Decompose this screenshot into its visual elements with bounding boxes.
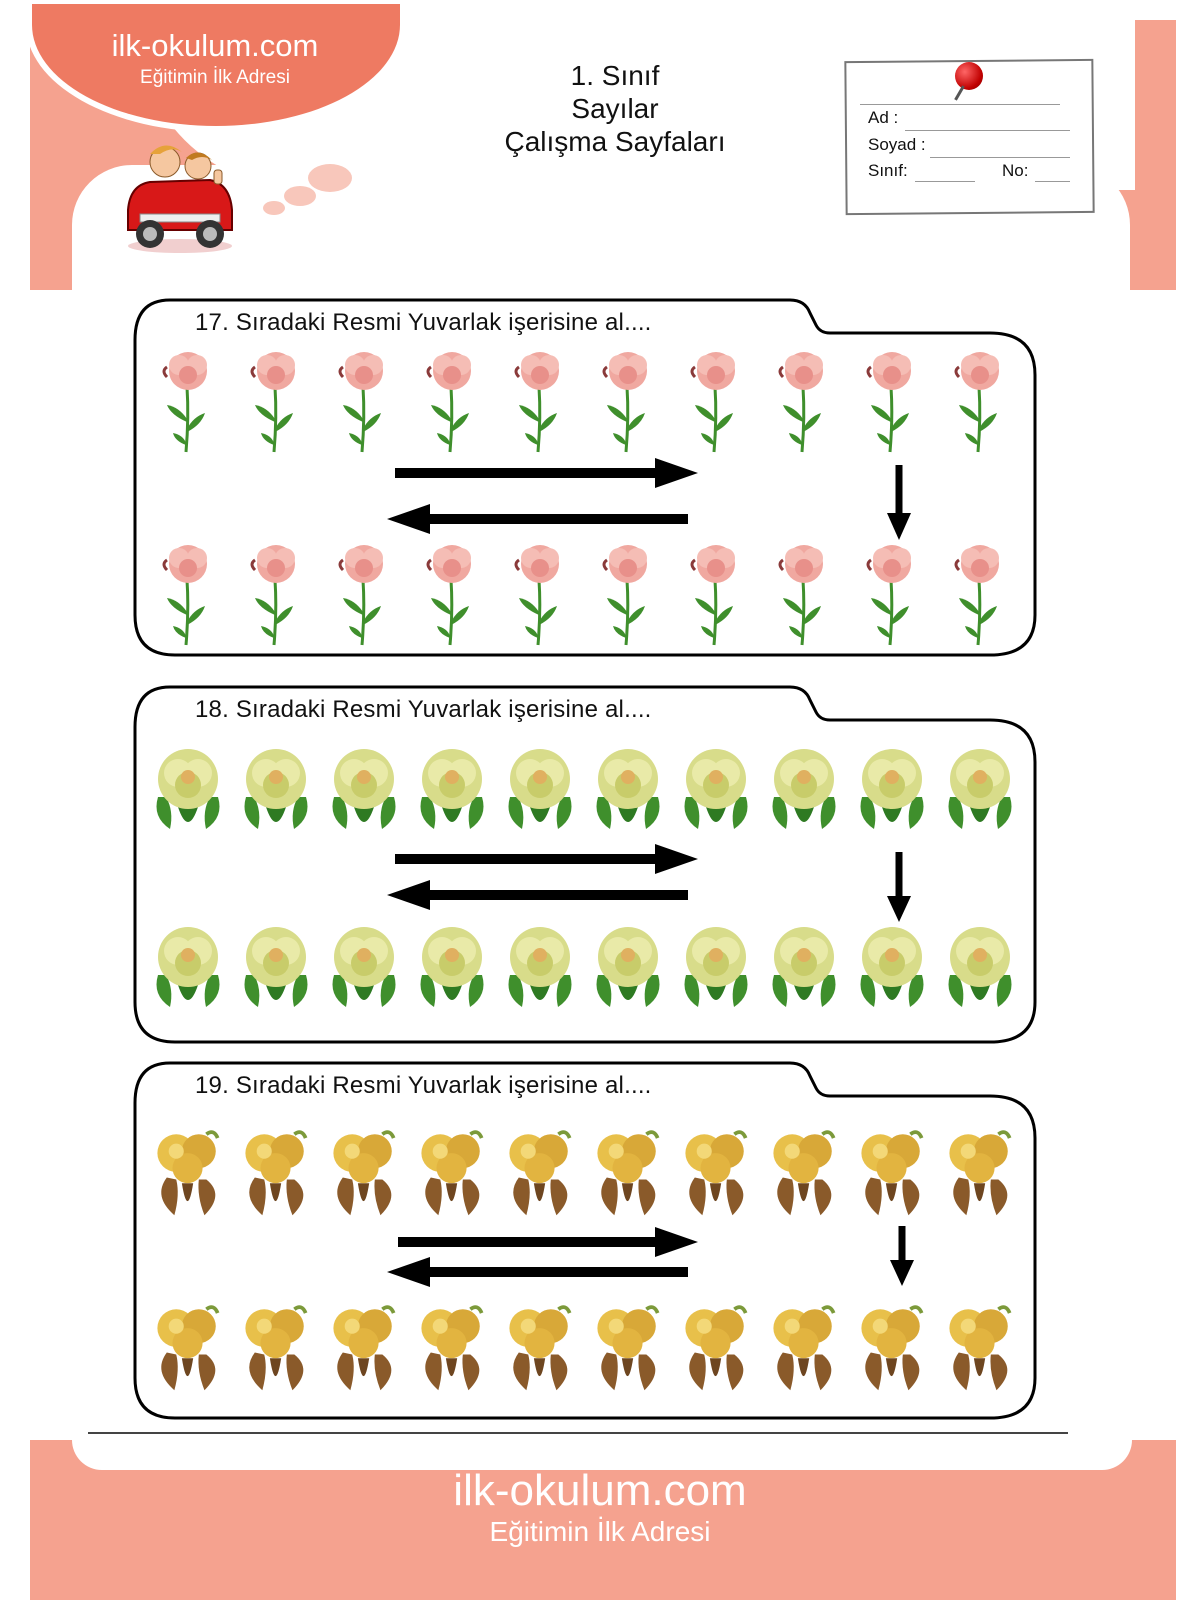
pink-rose-icon[interactable]	[940, 540, 1020, 650]
surname-field-line[interactable]	[930, 157, 1070, 158]
title-subject: Sayılar	[571, 93, 659, 124]
green-rose-icon[interactable]	[412, 910, 492, 1020]
yellow-rose-icon[interactable]	[412, 1290, 492, 1400]
green-rose-icon[interactable]	[940, 910, 1020, 1020]
car-cartoon-icon	[120, 140, 240, 255]
arrow-right-icon	[655, 844, 698, 874]
logo-site-name: ilk-okulum.com	[111, 28, 319, 63]
footer-tagline: Eğitimin İlk Adresi	[489, 1516, 711, 1547]
pink-rose-icon[interactable]	[764, 540, 844, 650]
pink-rose-icon[interactable]	[676, 540, 756, 650]
exercise-title: 19. Sıradaki Resmi Yuvarlak işerisine al....	[195, 1072, 652, 1099]
pink-rose-icon[interactable]	[852, 540, 932, 650]
arrow-down-icon	[890, 1260, 914, 1286]
green-rose-icon[interactable]	[764, 910, 844, 1020]
pink-rose-icon[interactable]	[148, 540, 228, 650]
class-label: Sınıf:	[868, 161, 908, 180]
number-field-line[interactable]	[1035, 181, 1070, 182]
yellow-rose-icon[interactable]	[588, 1290, 668, 1400]
surname-label: Soyad :	[868, 135, 926, 154]
arrow-right-icon	[655, 1227, 698, 1257]
class-field-line[interactable]	[915, 181, 975, 182]
green-rose-icon[interactable]	[852, 910, 932, 1020]
logo-tagline: Eğitimin İlk Adresi	[140, 67, 290, 88]
green-rose-icon[interactable]	[676, 910, 756, 1020]
green-rose-icon[interactable]	[148, 910, 228, 1020]
flower-row-bottom	[144, 1290, 1024, 1400]
pink-rose-icon[interactable]	[412, 540, 492, 650]
pink-rose-icon[interactable]	[588, 540, 668, 650]
pink-rose-icon[interactable]	[236, 540, 316, 650]
thought-bubbles	[230, 150, 370, 230]
yellow-rose-icon[interactable]	[148, 1290, 228, 1400]
arrow-down-icon	[887, 513, 911, 540]
footer-site-name: ilk-okulum.com	[453, 1466, 747, 1515]
yellow-rose-icon[interactable]	[324, 1290, 404, 1400]
yellow-rose-icon[interactable]	[764, 1290, 844, 1400]
yellow-rose-icon[interactable]	[852, 1290, 932, 1400]
footer-divider	[88, 1432, 1068, 1434]
exercise-title: 17. Sıradaki Resmi Yuvarlak işerisine al....	[195, 309, 652, 336]
name-field-line[interactable]	[905, 130, 1070, 131]
exercise-18	[130, 682, 1040, 1047]
card-divider	[860, 104, 1060, 105]
yellow-rose-icon[interactable]	[500, 1290, 580, 1400]
exercise-17	[130, 295, 1040, 660]
number-label: No:	[1002, 161, 1029, 180]
pink-rose-icon[interactable]	[500, 540, 580, 650]
exercise-title: 18. Sıradaki Resmi Yuvarlak işerisine al....	[195, 696, 652, 723]
yellow-rose-icon[interactable]	[940, 1290, 1020, 1400]
arrow-left-icon	[387, 880, 430, 910]
flower-row-bottom	[144, 540, 1024, 650]
green-rose-icon[interactable]	[588, 910, 668, 1020]
green-rose-icon[interactable]	[500, 910, 580, 1020]
flower-row-bottom	[144, 910, 1024, 1020]
green-rose-icon[interactable]	[236, 910, 316, 1020]
pushpin-icon	[955, 62, 983, 90]
exercise-19	[130, 1058, 1040, 1423]
arrow-right-icon	[655, 458, 698, 488]
green-rose-icon[interactable]	[324, 910, 404, 1020]
name-label: Ad :	[868, 108, 899, 127]
arrow-left-icon	[387, 1257, 430, 1287]
arrow-left-icon	[387, 504, 430, 534]
yellow-rose-icon[interactable]	[236, 1290, 316, 1400]
title-worksheets: Çalışma Sayfaları	[504, 126, 726, 157]
title-grade: 1. Sınıf	[570, 60, 660, 91]
pink-rose-icon[interactable]	[324, 540, 404, 650]
yellow-rose-icon[interactable]	[676, 1290, 756, 1400]
